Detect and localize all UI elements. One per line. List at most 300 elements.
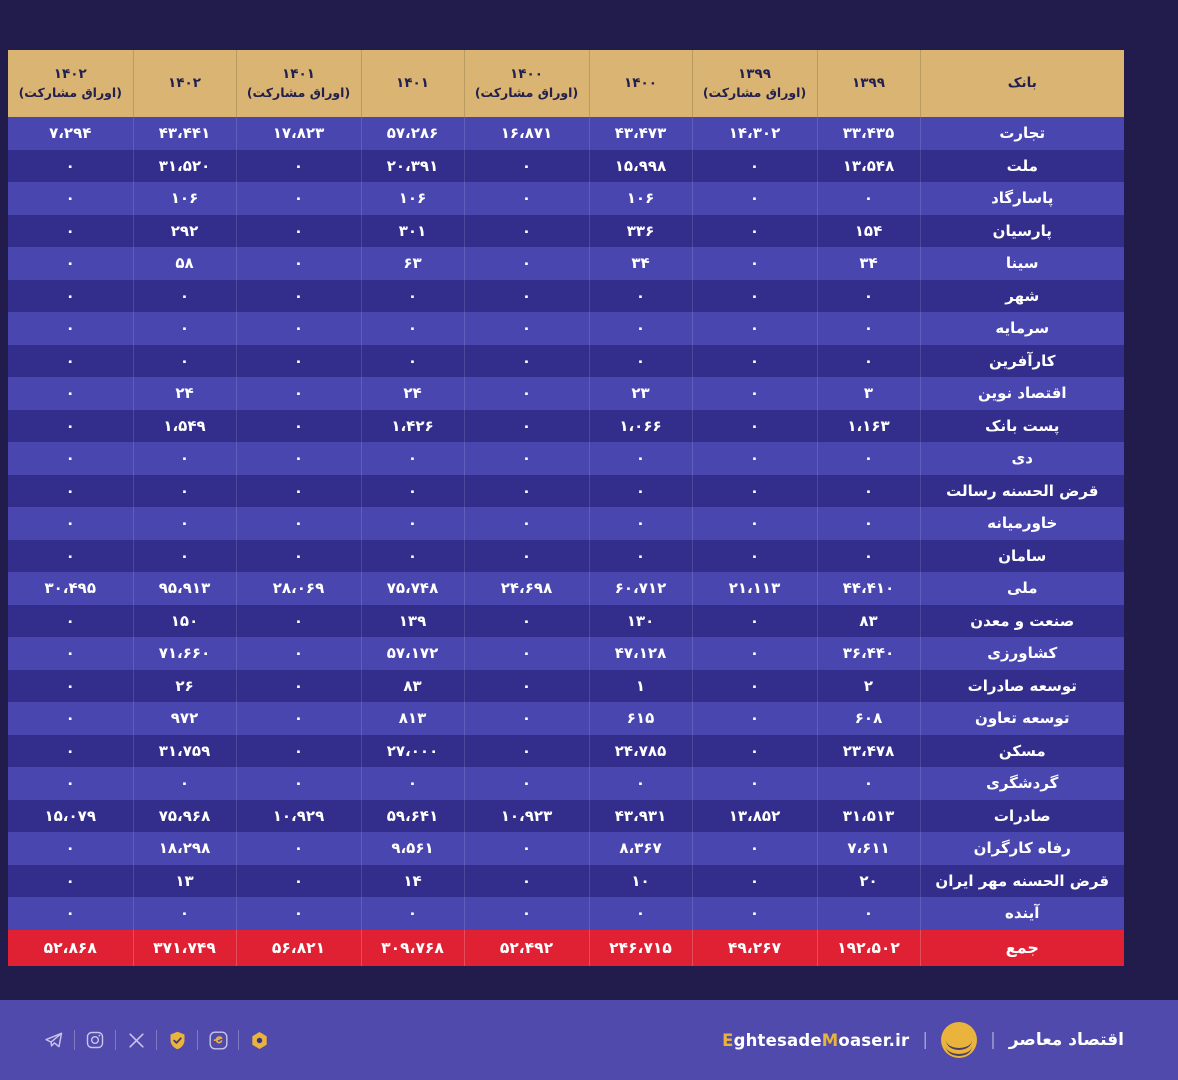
value-cell-y1402_oragh: ۰ — [8, 345, 133, 378]
value-cell-y1399_oragh: ۱۳،۸۵۲ — [692, 800, 817, 833]
bank-name-cell: شهر — [920, 280, 1124, 313]
value-cell-y1402_oragh: ۰ — [8, 897, 133, 930]
bank-name-cell: صنعت و معدن — [920, 605, 1124, 638]
table-row — [8, 345, 1124, 378]
value-cell-y1401_oragh: ۰ — [236, 377, 361, 410]
bank-name-cell: کشاورزی — [920, 637, 1124, 670]
brand-separator-left: | — [922, 1030, 929, 1050]
column-header-1399-bonds-sub: (اوراق مشارکت) — [702, 85, 807, 101]
value-cell-y1400: ۲۳ — [589, 377, 692, 410]
value-cell-y1399: ۲۰ — [817, 865, 920, 898]
value-cell-y1401: ۰ — [361, 280, 464, 313]
table-row — [8, 865, 1124, 898]
value-cell-y1401: ۱۳۹ — [361, 605, 464, 638]
table-row — [8, 377, 1124, 410]
table-row — [8, 702, 1124, 735]
value-cell-y1400: ۱۰۶ — [589, 182, 692, 215]
value-cell-y1402_oragh: ۰ — [8, 280, 133, 313]
column-header-1399-bonds-year: ۱۳۹۹ — [738, 66, 771, 82]
value-cell-y1402: ۱۳ — [133, 865, 236, 898]
bank-name-cell: ملی — [920, 572, 1124, 605]
bank-name-cell: خاورمیانه — [920, 507, 1124, 540]
bank-name-cell: سینا — [920, 247, 1124, 280]
value-cell-y1401: ۱،۴۲۶ — [361, 410, 464, 443]
value-cell-y1399: ۱۳،۵۴۸ — [817, 150, 920, 183]
value-cell-y1399_oragh: ۰ — [692, 182, 817, 215]
value-cell-y1401: ۷۵،۷۴۸ — [361, 572, 464, 605]
bank-name-cell: توسعه تعاون — [920, 702, 1124, 735]
value-cell-y1401_oragh: ۰ — [236, 215, 361, 248]
value-cell-y1401_oragh: ۰ — [236, 150, 361, 183]
value-cell-y1401_oragh: ۰ — [236, 735, 361, 768]
table-row — [8, 800, 1124, 833]
value-cell-y1401: ۲۴ — [361, 377, 464, 410]
value-cell-y1399: ۰ — [817, 345, 920, 378]
value-cell-y1402: ۴۳،۴۴۱ — [133, 117, 236, 150]
value-cell-y1401: ۰ — [361, 767, 464, 800]
column-header-1400-bonds-sub: (اوراق مشارکت) — [474, 85, 579, 101]
value-cell-y1402: ۲۹۲ — [133, 215, 236, 248]
value-cell-y1400: ۱ — [589, 670, 692, 703]
value-cell-y1400_oragh: ۰ — [464, 507, 589, 540]
value-cell-y1401: ۵۷،۱۷۲ — [361, 637, 464, 670]
value-cell-y1401_oragh: ۰ — [236, 182, 361, 215]
table-row — [8, 897, 1124, 930]
value-cell-y1401_oragh: ۰ — [236, 540, 361, 573]
brand-url-e: E — [722, 1030, 734, 1050]
value-cell-y1401_oragh: ۰ — [236, 637, 361, 670]
table-row — [8, 442, 1124, 475]
value-cell-y1399: ۰ — [817, 442, 920, 475]
value-cell-y1401_oragh: ۰ — [236, 410, 361, 443]
table-row — [8, 410, 1124, 443]
value-cell-y1400_oragh: ۰ — [464, 442, 589, 475]
column-header-1401-year: ۱۴۰۱ — [396, 75, 429, 92]
value-cell-y1399: ۸۳ — [817, 605, 920, 638]
value-cell-y1402: ۱۵۰ — [133, 605, 236, 638]
site-logo-icon — [941, 1022, 977, 1058]
value-cell-y1400_oragh: ۰ — [464, 377, 589, 410]
value-cell-y1401: ۳۰۱ — [361, 215, 464, 248]
value-cell-y1401_oragh: ۰ — [236, 702, 361, 735]
value-cell-y1401_oragh: ۰ — [236, 247, 361, 280]
value-cell-y1399: ۰ — [817, 540, 920, 573]
value-cell-y1402_oragh: ۰ — [8, 247, 133, 280]
value-cell-y1401: ۰ — [361, 897, 464, 930]
footer-bar — [0, 1000, 1178, 1080]
value-cell-y1402_oragh: ۰ — [8, 215, 133, 248]
social-divider — [197, 1030, 198, 1050]
value-cell-y1400_oragh: ۰ — [464, 865, 589, 898]
value-cell-y1401_oragh: ۱۰،۹۲۹ — [236, 800, 361, 833]
value-cell-y1402_oragh: ۰ — [8, 702, 133, 735]
value-cell-y1400_oragh: ۲۴،۶۹۸ — [464, 572, 589, 605]
value-cell-y1400: ۰ — [589, 897, 692, 930]
value-cell-y1399: ۰ — [817, 182, 920, 215]
value-cell-y1402: ۵۸ — [133, 247, 236, 280]
value-cell-y1401_oragh: ۰ — [236, 280, 361, 313]
value-cell-y1399: ۰ — [817, 312, 920, 345]
value-cell-y1402_oragh: ۰ — [8, 312, 133, 345]
value-cell-y1402: ۱۸،۲۹۸ — [133, 832, 236, 865]
value-cell-y1400_oragh: ۰ — [464, 215, 589, 248]
value-cell-y1399: ۱،۱۶۳ — [817, 410, 920, 443]
social-divider — [115, 1030, 116, 1050]
column-header-1399-year: ۱۳۹۹ — [852, 75, 885, 92]
instagram-icon[interactable] — [80, 1025, 110, 1055]
value-cell-y1400: ۲۴،۷۸۵ — [589, 735, 692, 768]
eitaa-icon[interactable] — [203, 1025, 233, 1055]
value-cell-y1400: ۸،۳۶۷ — [589, 832, 692, 865]
value-cell-y1402: ۰ — [133, 345, 236, 378]
value-cell-y1400: ۰ — [589, 767, 692, 800]
column-header-1401-bonds — [236, 50, 361, 117]
bank-name-cell: پارسیان — [920, 215, 1124, 248]
report-table-container — [18, 50, 1124, 966]
table-row — [8, 670, 1124, 703]
value-cell-y1399_oragh: ۰ — [692, 377, 817, 410]
value-cell-y1402_oragh: ۰ — [8, 507, 133, 540]
table-row — [8, 247, 1124, 280]
value-cell-y1399_oragh: ۰ — [692, 735, 817, 768]
value-cell-y1402_oragh: ۷،۲۹۴ — [8, 117, 133, 150]
value-cell-y1401_oragh: ۰ — [236, 865, 361, 898]
value-cell-y1402_oragh: ۱۵،۰۷۹ — [8, 800, 133, 833]
column-header-1402 — [133, 50, 236, 117]
value-cell-y1399_oragh: ۱۴،۳۰۲ — [692, 117, 817, 150]
value-cell-y1400: ۱۵،۹۹۸ — [589, 150, 692, 183]
value-cell-y1400: ۴۷،۱۲۸ — [589, 637, 692, 670]
value-cell-y1400_oragh: ۰ — [464, 150, 589, 183]
total-value-cell-y1401: ۳۰۹،۷۶۸ — [361, 930, 464, 966]
column-header-1402-year: ۱۴۰۲ — [168, 75, 201, 92]
value-cell-y1402: ۲۴ — [133, 377, 236, 410]
value-cell-y1402: ۰ — [133, 475, 236, 508]
value-cell-y1399_oragh: ۰ — [692, 637, 817, 670]
bank-participation-bonds-table — [8, 50, 1124, 966]
value-cell-y1400_oragh: ۰ — [464, 897, 589, 930]
value-cell-y1402: ۹۵،۹۱۳ — [133, 572, 236, 605]
value-cell-y1401: ۸۳ — [361, 670, 464, 703]
social-divider — [156, 1030, 157, 1050]
value-cell-y1400: ۱،۰۶۶ — [589, 410, 692, 443]
bank-name-cell: قرض الحسنه رسالت — [920, 475, 1124, 508]
value-cell-y1400_oragh: ۰ — [464, 767, 589, 800]
value-cell-y1399: ۰ — [817, 475, 920, 508]
table-row — [8, 832, 1124, 865]
total-value-cell-y1400: ۲۴۶،۷۱۵ — [589, 930, 692, 966]
telegram-icon[interactable] — [39, 1025, 69, 1055]
total-label-cell: جمع — [920, 930, 1124, 966]
value-cell-y1400: ۳۴ — [589, 247, 692, 280]
value-cell-y1399_oragh: ۲۱،۱۱۳ — [692, 572, 817, 605]
table-row — [8, 117, 1124, 150]
value-cell-y1400_oragh: ۰ — [464, 280, 589, 313]
value-cell-y1402_oragh: ۰ — [8, 637, 133, 670]
value-cell-y1399_oragh: ۰ — [692, 150, 817, 183]
column-header-1402-bonds-year: ۱۴۰۲ — [53, 66, 87, 82]
value-cell-y1402_oragh: ۰ — [8, 410, 133, 443]
brand-url-ghtesade: ghtesade — [733, 1030, 822, 1050]
value-cell-y1400: ۴۳،۴۷۳ — [589, 117, 692, 150]
value-cell-y1400_oragh: ۰ — [464, 475, 589, 508]
table-row — [8, 605, 1124, 638]
total-value-cell-y1401_oragh: ۵۶،۸۲۱ — [236, 930, 361, 966]
brand-url-oaser: oaser.ir — [838, 1030, 910, 1050]
column-header-1400 — [589, 50, 692, 117]
value-cell-y1400_oragh: ۰ — [464, 670, 589, 703]
value-cell-y1402: ۷۱،۶۶۰ — [133, 637, 236, 670]
value-cell-y1399: ۴۴،۴۱۰ — [817, 572, 920, 605]
value-cell-y1402_oragh: ۰ — [8, 540, 133, 573]
value-cell-y1401: ۵۷،۲۸۶ — [361, 117, 464, 150]
value-cell-y1401_oragh: ۱۷،۸۲۳ — [236, 117, 361, 150]
brand-name-fa: اقتصاد معاصر — [1008, 1030, 1124, 1050]
value-cell-y1402: ۰ — [133, 897, 236, 930]
value-cell-y1399: ۶۰۸ — [817, 702, 920, 735]
value-cell-y1399: ۳۶،۴۴۰ — [817, 637, 920, 670]
value-cell-y1400_oragh: ۰ — [464, 832, 589, 865]
social-divider — [74, 1030, 75, 1050]
social-links — [34, 1025, 279, 1055]
value-cell-y1401: ۵۹،۶۴۱ — [361, 800, 464, 833]
table-row — [8, 540, 1124, 573]
value-cell-y1399_oragh: ۰ — [692, 897, 817, 930]
value-cell-y1402_oragh: ۰ — [8, 735, 133, 768]
value-cell-y1399_oragh: ۰ — [692, 767, 817, 800]
value-cell-y1399: ۰ — [817, 507, 920, 540]
value-cell-y1402: ۰ — [133, 442, 236, 475]
value-cell-y1402: ۳۱،۷۵۹ — [133, 735, 236, 768]
value-cell-y1401: ۰ — [361, 312, 464, 345]
value-cell-y1401: ۲۰،۳۹۱ — [361, 150, 464, 183]
value-cell-y1400: ۶۰،۷۱۲ — [589, 572, 692, 605]
bank-name-cell: کارآفرین — [920, 345, 1124, 378]
value-cell-y1399: ۲ — [817, 670, 920, 703]
bank-name-cell: تجارت — [920, 117, 1124, 150]
table-total-row — [8, 930, 1124, 966]
value-cell-y1401_oragh: ۰ — [236, 442, 361, 475]
value-cell-y1401: ۱۰۶ — [361, 182, 464, 215]
value-cell-y1400: ۰ — [589, 280, 692, 313]
bale-icon[interactable] — [162, 1025, 192, 1055]
value-cell-y1402_oragh: ۳۰،۴۹۵ — [8, 572, 133, 605]
rubika-icon[interactable] — [244, 1025, 274, 1055]
table-header — [8, 50, 1124, 117]
value-cell-y1401: ۹،۵۶۱ — [361, 832, 464, 865]
value-cell-y1399_oragh: ۰ — [692, 345, 817, 378]
value-cell-y1399: ۰ — [817, 767, 920, 800]
value-cell-y1399: ۱۵۴ — [817, 215, 920, 248]
value-cell-y1401: ۰ — [361, 540, 464, 573]
value-cell-y1401_oragh: ۰ — [236, 507, 361, 540]
bank-name-cell: توسعه صادرات — [920, 670, 1124, 703]
value-cell-y1399_oragh: ۰ — [692, 605, 817, 638]
bank-name-cell: سامان — [920, 540, 1124, 573]
social-divider — [238, 1030, 239, 1050]
column-header-1401-bonds-sub: (اوراق مشارکت) — [246, 85, 351, 101]
bank-name-cell: پاسارگاد — [920, 182, 1124, 215]
value-cell-y1400_oragh: ۰ — [464, 540, 589, 573]
value-cell-y1399: ۳۴ — [817, 247, 920, 280]
value-cell-y1401: ۶۳ — [361, 247, 464, 280]
bank-name-cell: پست بانک — [920, 410, 1124, 443]
column-header-1399 — [817, 50, 920, 117]
total-value-cell-y1402: ۳۷۱،۷۴۹ — [133, 930, 236, 966]
value-cell-y1399: ۳ — [817, 377, 920, 410]
value-cell-y1401: ۰ — [361, 442, 464, 475]
value-cell-y1401: ۱۴ — [361, 865, 464, 898]
value-cell-y1399_oragh: ۰ — [692, 865, 817, 898]
value-cell-y1400_oragh: ۰ — [464, 312, 589, 345]
value-cell-y1400: ۳۳۶ — [589, 215, 692, 248]
value-cell-y1399: ۲۳،۴۷۸ — [817, 735, 920, 768]
value-cell-y1401_oragh: ۰ — [236, 345, 361, 378]
value-cell-y1400: ۰ — [589, 312, 692, 345]
value-cell-y1401: ۰ — [361, 475, 464, 508]
value-cell-y1399: ۰ — [817, 897, 920, 930]
value-cell-y1402: ۰ — [133, 312, 236, 345]
brand-block — [722, 1022, 1124, 1058]
brand-separator-right: | — [990, 1030, 996, 1050]
value-cell-y1401_oragh: ۰ — [236, 832, 361, 865]
value-cell-y1402_oragh: ۰ — [8, 767, 133, 800]
value-cell-y1402_oragh: ۰ — [8, 475, 133, 508]
value-cell-y1402_oragh: ۰ — [8, 670, 133, 703]
value-cell-y1399_oragh: ۰ — [692, 475, 817, 508]
value-cell-y1402_oragh: ۰ — [8, 377, 133, 410]
column-header-1400-bonds — [464, 50, 589, 117]
table-row — [8, 507, 1124, 540]
table-row — [8, 735, 1124, 768]
table-row — [8, 475, 1124, 508]
table-row — [8, 637, 1124, 670]
value-cell-y1401_oragh: ۰ — [236, 312, 361, 345]
value-cell-y1400_oragh: ۰ — [464, 605, 589, 638]
total-value-cell-y1399_oragh: ۴۹،۲۶۷ — [692, 930, 817, 966]
value-cell-y1401: ۲۷،۰۰۰ — [361, 735, 464, 768]
value-cell-y1399_oragh: ۰ — [692, 540, 817, 573]
column-header-1401 — [361, 50, 464, 117]
column-header-1402-bonds — [8, 50, 133, 117]
table-header-row — [8, 50, 1124, 117]
value-cell-y1400: ۰ — [589, 540, 692, 573]
total-value-cell-y1400_oragh: ۵۲،۴۹۲ — [464, 930, 589, 966]
table-row — [8, 280, 1124, 313]
value-cell-y1402_oragh: ۰ — [8, 182, 133, 215]
bank-name-cell: آینده — [920, 897, 1124, 930]
value-cell-y1401: ۰ — [361, 345, 464, 378]
table-row — [8, 215, 1124, 248]
value-cell-y1402: ۲۶ — [133, 670, 236, 703]
value-cell-y1401_oragh: ۰ — [236, 767, 361, 800]
brand-url-m: M — [821, 1030, 839, 1050]
bank-name-cell: صادرات — [920, 800, 1124, 833]
value-cell-y1400: ۰ — [589, 475, 692, 508]
table-row — [8, 767, 1124, 800]
value-cell-y1401_oragh: ۰ — [236, 897, 361, 930]
value-cell-y1402_oragh: ۰ — [8, 150, 133, 183]
value-cell-y1402: ۹۷۲ — [133, 702, 236, 735]
column-header-1402-bonds-sub: (اوراق مشارکت) — [18, 85, 122, 101]
value-cell-y1401_oragh: ۰ — [236, 475, 361, 508]
value-cell-y1402: ۱۰۶ — [133, 182, 236, 215]
value-cell-y1402_oragh: ۰ — [8, 442, 133, 475]
value-cell-y1400_oragh: ۰ — [464, 735, 589, 768]
value-cell-y1402: ۷۵،۹۶۸ — [133, 800, 236, 833]
value-cell-y1402_oragh: ۰ — [8, 832, 133, 865]
value-cell-y1400_oragh: ۰ — [464, 637, 589, 670]
total-value-cell-y1402_oragh: ۵۲،۸۶۸ — [8, 930, 133, 966]
value-cell-y1400: ۶۱۵ — [589, 702, 692, 735]
value-cell-y1400: ۱۰ — [589, 865, 692, 898]
value-cell-y1402: ۳۱،۵۲۰ — [133, 150, 236, 183]
value-cell-y1400_oragh: ۰ — [464, 345, 589, 378]
column-header-1400-year: ۱۴۰۰ — [624, 75, 657, 92]
column-header-1399-bonds — [692, 50, 817, 117]
brand-website-url — [722, 1031, 909, 1050]
table-row — [8, 150, 1124, 183]
bank-name-cell: مسکن — [920, 735, 1124, 768]
value-cell-y1400: ۰ — [589, 507, 692, 540]
value-cell-y1399: ۳۱،۵۱۳ — [817, 800, 920, 833]
bank-name-cell: گردشگری — [920, 767, 1124, 800]
column-header-1400-bonds-year: ۱۴۰۰ — [510, 66, 543, 82]
value-cell-y1399_oragh: ۰ — [692, 670, 817, 703]
value-cell-y1401_oragh: ۰ — [236, 670, 361, 703]
value-cell-y1399: ۰ — [817, 280, 920, 313]
bank-name-cell: اقتصاد نوین — [920, 377, 1124, 410]
value-cell-y1399_oragh: ۰ — [692, 410, 817, 443]
value-cell-y1401: ۰ — [361, 507, 464, 540]
value-cell-y1402: ۱،۵۴۹ — [133, 410, 236, 443]
value-cell-y1400_oragh: ۰ — [464, 182, 589, 215]
value-cell-y1400: ۰ — [589, 442, 692, 475]
value-cell-y1400_oragh: ۰ — [464, 410, 589, 443]
value-cell-y1399_oragh: ۰ — [692, 215, 817, 248]
value-cell-y1400_oragh: ۱۰،۹۲۳ — [464, 800, 589, 833]
value-cell-y1400: ۴۳،۹۳۱ — [589, 800, 692, 833]
column-header-1401-bonds-year: ۱۴۰۱ — [282, 66, 315, 82]
value-cell-y1401: ۸۱۳ — [361, 702, 464, 735]
value-cell-y1399_oragh: ۰ — [692, 832, 817, 865]
value-cell-y1399_oragh: ۰ — [692, 507, 817, 540]
value-cell-y1400: ۰ — [589, 345, 692, 378]
x-icon[interactable] — [121, 1025, 151, 1055]
bank-name-cell: قرض الحسنه مهر ایران — [920, 865, 1124, 898]
table-row — [8, 182, 1124, 215]
column-header-bank-label: بانک — [1007, 75, 1037, 92]
value-cell-y1399: ۷،۶۱۱ — [817, 832, 920, 865]
value-cell-y1402: ۰ — [133, 507, 236, 540]
value-cell-y1399_oragh: ۰ — [692, 702, 817, 735]
total-value-cell-y1399: ۱۹۲،۵۰۲ — [817, 930, 920, 966]
bank-name-cell: ملت — [920, 150, 1124, 183]
value-cell-y1400_oragh: ۱۶،۸۷۱ — [464, 117, 589, 150]
value-cell-y1402_oragh: ۰ — [8, 865, 133, 898]
value-cell-y1400_oragh: ۰ — [464, 247, 589, 280]
value-cell-y1399_oragh: ۰ — [692, 247, 817, 280]
bank-name-cell: دی — [920, 442, 1124, 475]
value-cell-y1402: ۰ — [133, 767, 236, 800]
table-body — [8, 117, 1124, 966]
value-cell-y1399_oragh: ۰ — [692, 312, 817, 345]
bank-name-cell: سرمایه — [920, 312, 1124, 345]
bank-name-cell: رفاه کارگران — [920, 832, 1124, 865]
value-cell-y1402_oragh: ۰ — [8, 605, 133, 638]
value-cell-y1399: ۳۳،۴۳۵ — [817, 117, 920, 150]
value-cell-y1402: ۰ — [133, 540, 236, 573]
